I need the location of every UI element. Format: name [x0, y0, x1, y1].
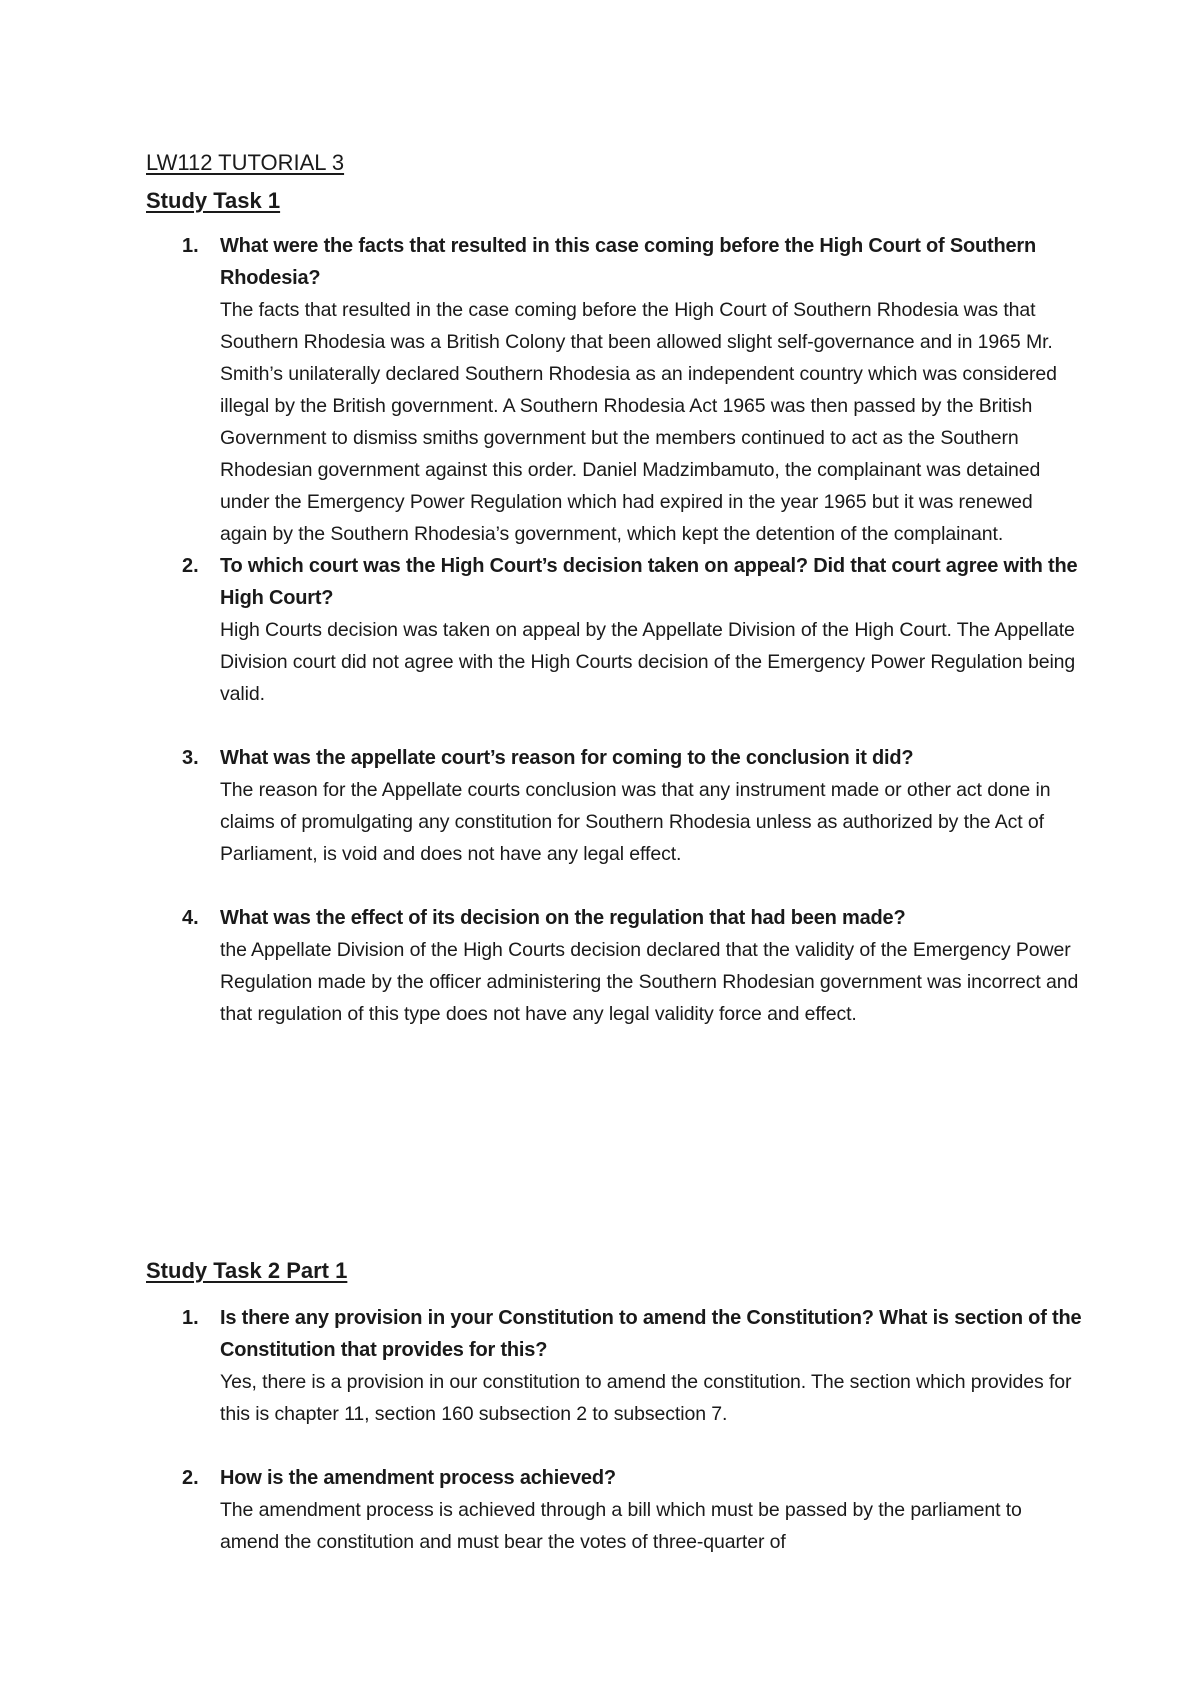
question-number: 2.: [182, 1467, 199, 1489]
document-title: LW112 TUTORIAL 3: [146, 150, 345, 175]
section-heading-task-1: Study Task 1: [146, 188, 281, 213]
list-item: [182, 1302, 1082, 1430]
question-number: 1.: [182, 235, 199, 257]
list-item: [182, 550, 1082, 710]
list-item: [182, 230, 1082, 550]
question-text: What was the effect of its decision on the regulation that had been made?: [220, 907, 906, 929]
answer-text: the Appellate Division of the High Courts decision declared that the validity of the Emergency Power Regulation made by the officer administering the Southern Rhodesian government was incorrect and that regulation of this type does not have any legal validity force and effect.: [220, 939, 1079, 1025]
question-text: How is the amendment process achieved?: [220, 1467, 616, 1489]
answer-text: The reason for the Appellate courts conclusion was that any instrument made or other act done in claims of promulgating any constitution for Southern Rhodesia unless as authorized by the Act of Parliament, is void and does not have any legal effect.: [220, 779, 1051, 865]
question-number: 3.: [182, 747, 199, 769]
list-item: [182, 1462, 1082, 1558]
question-number: 2.: [182, 555, 199, 577]
task-2-question-list: [182, 1302, 1082, 1558]
question-number: 1.: [182, 1307, 199, 1329]
answer-text: The facts that resulted in the case coming before the High Court of Southern Rhodesia was that Southern Rhodesia was a British Colony that been allowed slight self-governance and in 1965 Mr. Smith’s unilaterally declared Southern Rhodesia as an independent country which was considered illegal by the British government. A Southern Rhodesia Act 1965 was then passed by the British Government to dismiss smiths government but the members continued to act as the Southern Rhodesian government against this order. Daniel Madzimbamuto, the complainant was detained under the Emergency Power Regulation which had expired in the year 1965 but it was renewed again by the Southern Rhodesia’s government, which kept the detention of the complainant.: [220, 299, 1057, 545]
list-item: [182, 742, 1082, 870]
list-item: [182, 902, 1082, 1030]
answer-text: The amendment process is achieved through a bill which must be passed by the parliament to amend the constitution and must bear the votes of three-quarter of: [220, 1499, 1022, 1553]
question-number: 4.: [182, 907, 199, 929]
question-text: To which court was the High Court’s decision taken on appeal? Did that court agree with the High Court?: [220, 555, 1078, 609]
answer-text: High Courts decision was taken on appeal by the Appellate Division of the High Court. The Appellate Division court did not agree with the High Courts decision of the Emergency Power Regulation being valid.: [220, 619, 1076, 705]
spacer: [182, 710, 1082, 742]
spacer: [182, 870, 1082, 902]
task-1-question-list: [182, 230, 1082, 1030]
spacer: [182, 1430, 1082, 1462]
question-text: What were the facts that resulted in this case coming before the High Court of Southern Rhodesia?: [220, 235, 1037, 289]
answer-text: Yes, there is a provision in our constitution to amend the constitution. The section which provides for this is chapter 11, section 160 subsection 2 to subsection 7.: [220, 1371, 1072, 1425]
section-heading-task-2: Study Task 2 Part 1: [146, 1258, 348, 1283]
question-text: Is there any provision in your Constitution to amend the Constitution? What is section of the Constitution that provides for this?: [220, 1307, 1082, 1361]
question-text: What was the appellate court’s reason for coming to the conclusion it did?: [220, 747, 914, 769]
